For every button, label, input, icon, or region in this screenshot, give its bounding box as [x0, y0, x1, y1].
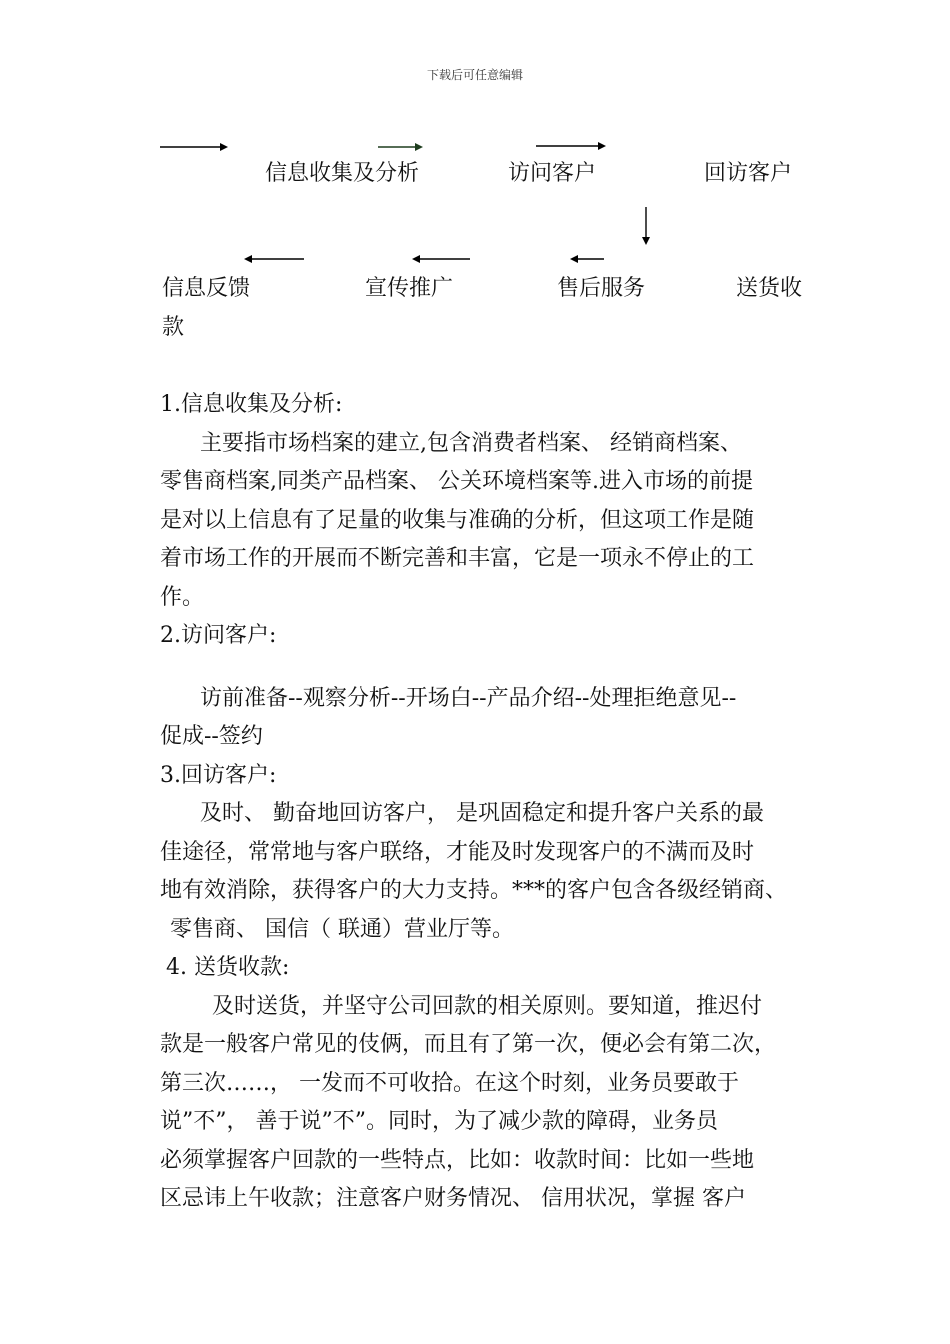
section-2 [160, 617, 820, 757]
section-1 [160, 386, 820, 617]
down-arrow-icon [639, 207, 653, 249]
document-body [160, 386, 820, 1219]
flow-step-feedback: 信息反馈 [162, 276, 251, 301]
left-arrow-icon [242, 253, 306, 265]
paragraph-line: 零售商档案,同类产品档案、 公关环境档案等.进入市场的前提 [160, 469, 753, 494]
flow-step-visit-customer: 访问客户 [508, 161, 597, 186]
paragraph-line: 零售商、 国信（ 联通）营业厅等。 [170, 916, 514, 942]
paragraph-line: 区忌讳上午收款；注意客户财务情况、 信用状况，掌握 客户 [160, 1186, 746, 1211]
flow-step-delivery-collection-wrap: 款 [162, 315, 185, 340]
paragraph-line: 访前准备--观察分析--开场白--产品介绍--处理拒绝意见-- [200, 685, 737, 711]
page-header-note: 下载后可任意编辑 [426, 68, 523, 82]
section-4 [160, 949, 820, 1219]
paragraph-line: 是对以上信息有了足量的收集与准确的分析，但这项工作是随 [160, 507, 755, 533]
flow-step-info-collection: 信息收集及分析 [265, 161, 420, 186]
paragraph-line: 及时送货，并坚守公司回款的相关原则。要知道，推迟付 [212, 993, 763, 1019]
section-heading: 2.访问客户: [160, 623, 277, 648]
paragraph-line: 着市场工作的开展而不断完善和丰富，它是一项永不停止的工 [160, 546, 755, 571]
section-3 [160, 757, 820, 950]
flow-step-after-sales: 售后服务 [557, 276, 646, 301]
paragraph-line: 佳途径，常常地与客户联络，才能及时发现客户的不满而及时 [160, 839, 755, 865]
flow-step-promotion: 宣传推广 [365, 276, 454, 301]
flow-step-delivery-collection: 送货收 [736, 276, 803, 301]
left-arrow-icon [410, 253, 472, 265]
left-arrow-icon [568, 253, 606, 265]
right-arrow-icon [536, 140, 610, 152]
paragraph-line: 款是一般客户常见的伎俩，而且有了第一次，便必会有第二次， [160, 1032, 777, 1057]
paragraph-line: 促成--签约 [160, 724, 263, 749]
right-arrow-icon [160, 141, 232, 153]
paragraph-line: 地有效消除，获得客户的大力支持。***的客户包含各级经销商、 [160, 878, 788, 903]
paragraph-line: 作。 [160, 584, 205, 610]
paragraph-line: 必须掌握客户回款的一些特点，比如：收款时间：比如一些地 [160, 1147, 755, 1173]
paragraph-line: 主要指市场档案的建立,包含消费者档案、 经销商档案、 [200, 430, 742, 456]
section-heading: 4. 送货收款: [166, 955, 290, 980]
paragraph-line: 说”不”， 善于说”不”。同时，为了减少款的障碍，业务员 [160, 1109, 718, 1134]
paragraph-line: 及时、 勤奋地回访客户， 是巩固稳定和提升客户关系的最 [200, 801, 764, 826]
right-arrow-icon [378, 141, 428, 153]
section-heading: 3.回访客户: [160, 762, 277, 788]
section-heading: 1.信息收集及分析: [160, 392, 343, 417]
flow-step-revisit-customer: 回访客户 [704, 161, 793, 186]
paragraph-line: 第三次……， 一发而不可收拾。在这个时刻，业务员要敢于 [160, 1070, 739, 1096]
